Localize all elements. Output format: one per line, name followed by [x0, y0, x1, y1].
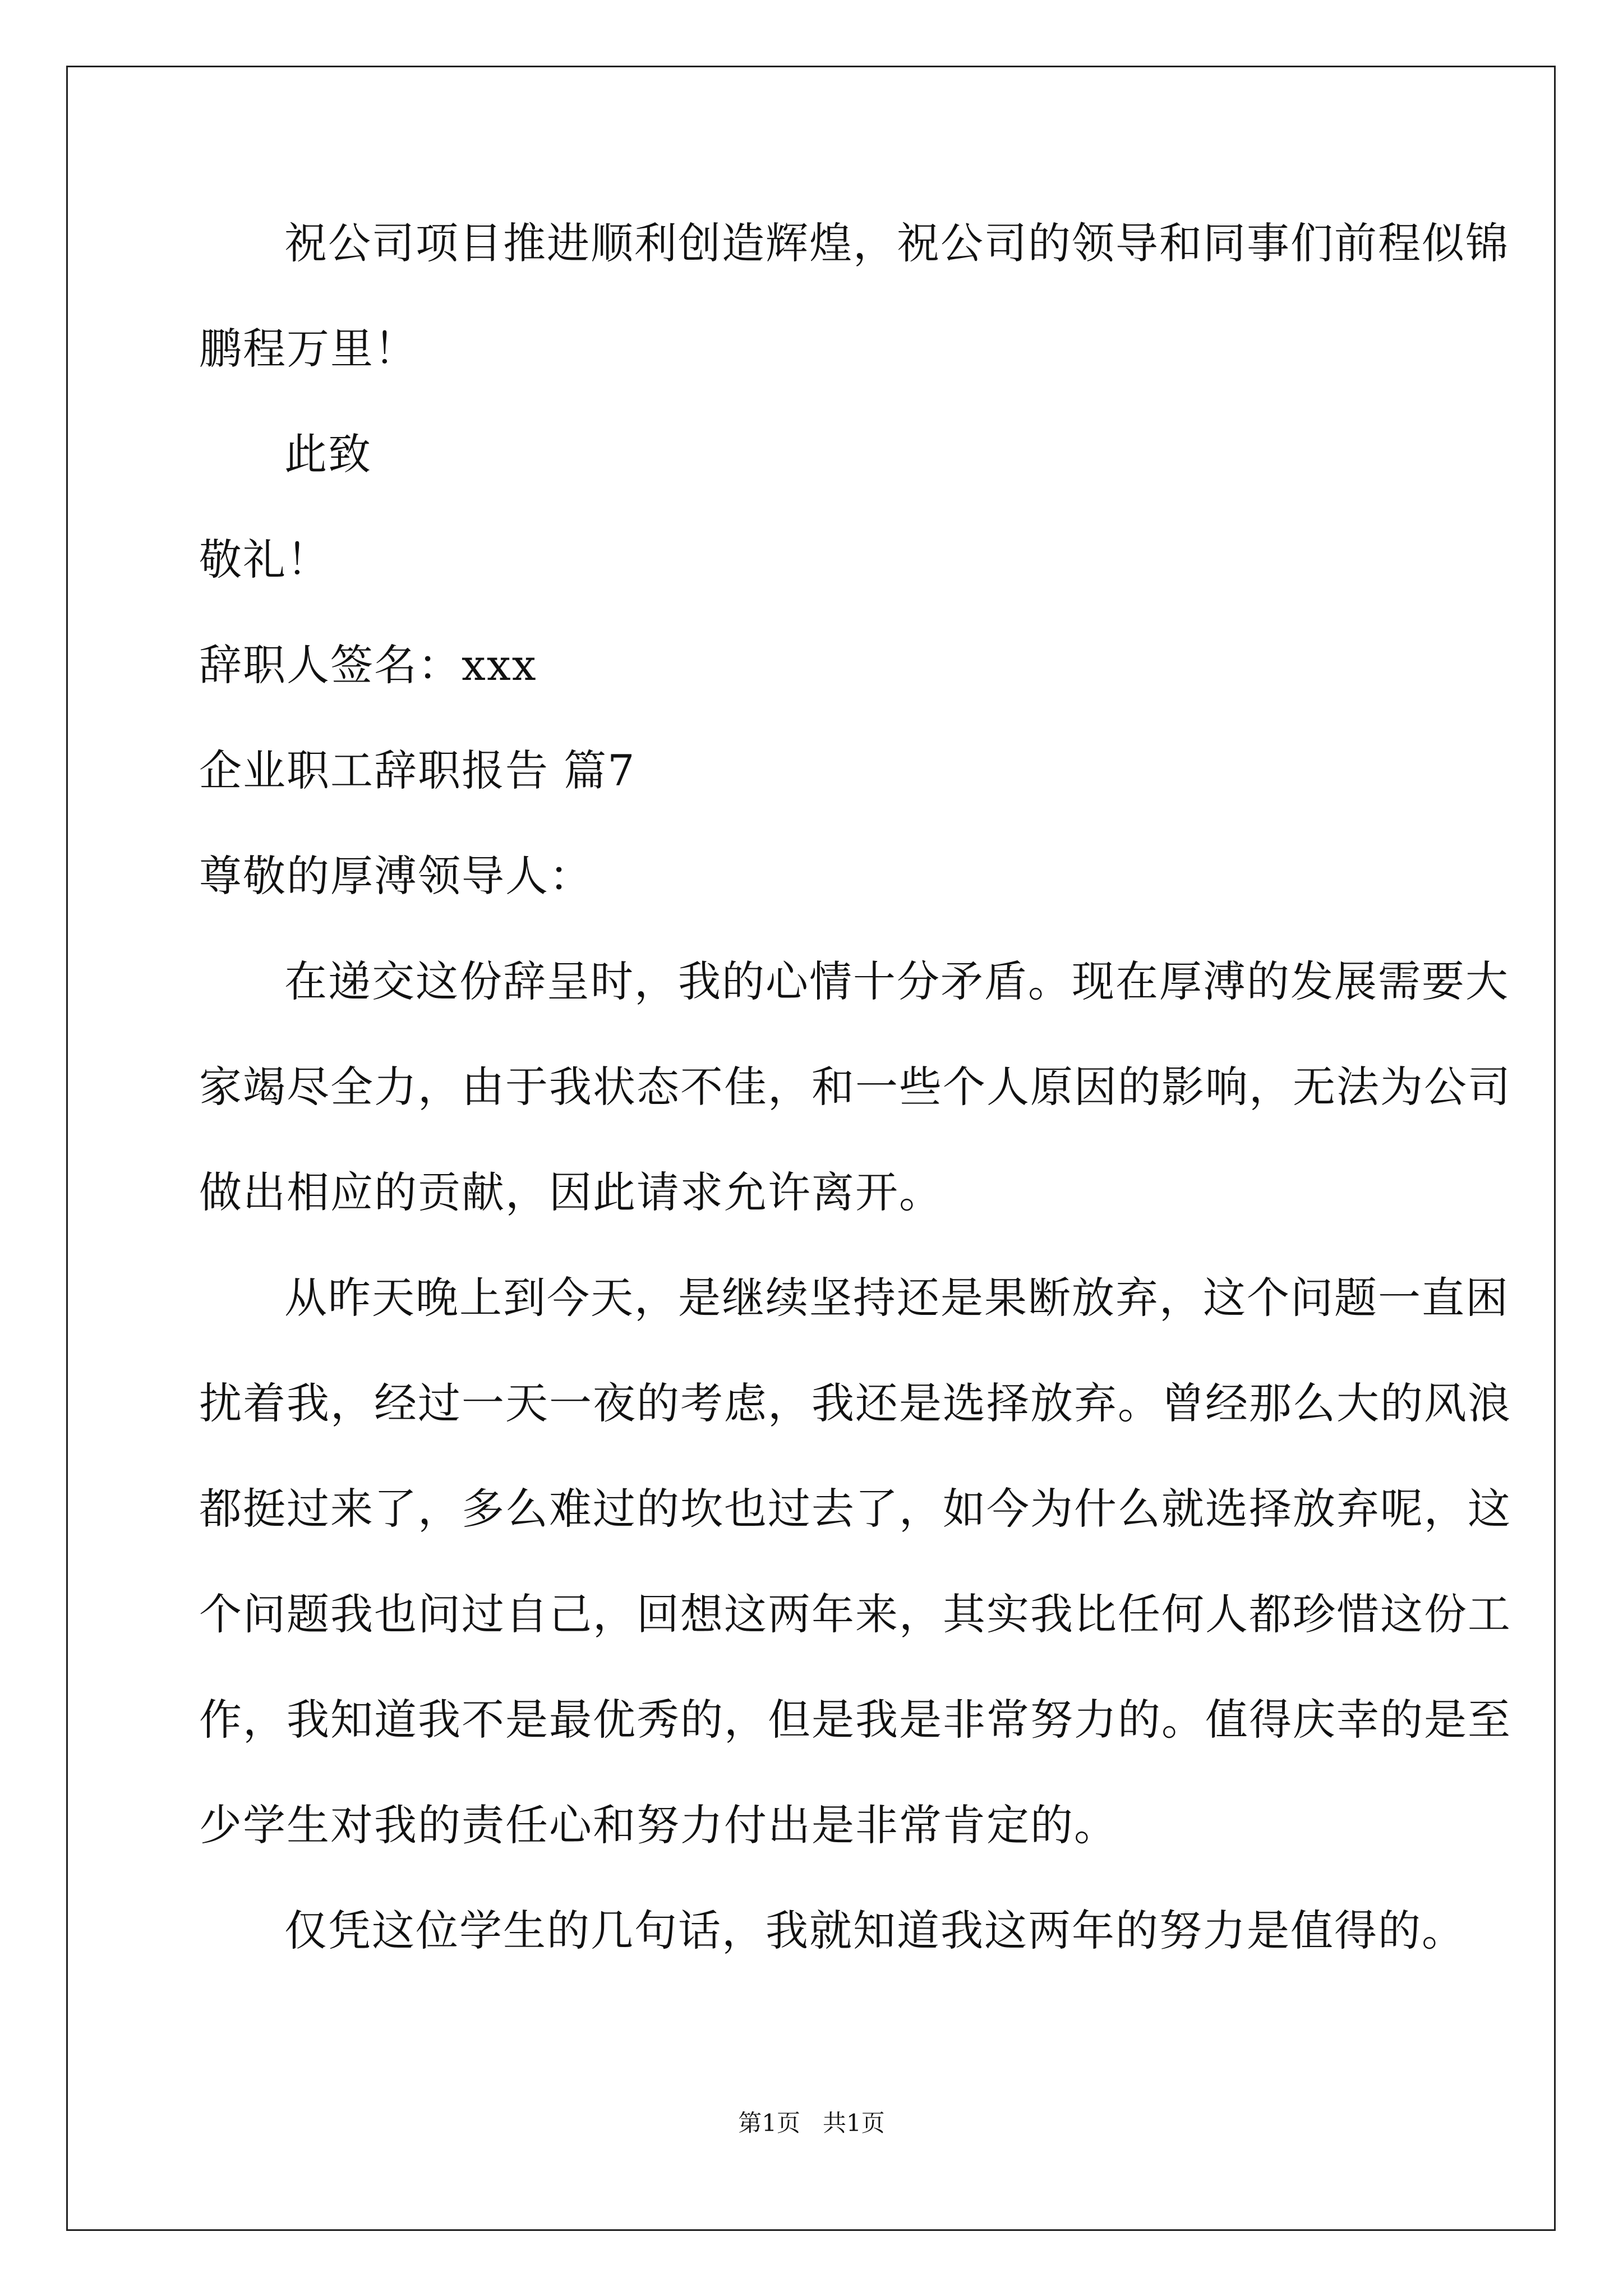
section-heading: 企业职工辞职报告 篇7 [199, 746, 636, 795]
greeting-line: 尊敬的厚溥领导人： [199, 851, 593, 901]
closing-salutation: 此致 [284, 429, 372, 479]
paragraph-line: 扰着我，经过一天一夜的考虑，我还是选择放弃。曾经那么大的风浪 [199, 1378, 1511, 1428]
paragraph-line: 祝公司项目推进顺利创造辉煌，祝公司的领导和同事们前程似锦 [284, 218, 1509, 268]
document-body [199, 191, 1511, 1984]
paragraph-line: 鹏程万里！ [199, 324, 418, 374]
page-number-footer: 第1页 共1页 [738, 2109, 885, 2137]
paragraph-line: 都挺过来了，多么难过的坎也过去了，如今为什么就选择放弃呢，这 [199, 1484, 1511, 1534]
paragraph-line: 在递交这份辞呈时，我的心情十分矛盾。现在厚溥的发展需要大 [284, 956, 1509, 1006]
closing-regards: 敬礼！ [199, 535, 330, 585]
paragraph-line: 作，我知道我不是最优秀的，但是我是非常努力的。值得庆幸的是至 [199, 1695, 1511, 1745]
paragraph-line: 做出相应的贡献，因此请求允许离开。 [199, 1167, 943, 1217]
paragraph-line: 家竭尽全力，由于我状态不佳，和一些个人原因的影响，无法为公司 [199, 1062, 1511, 1112]
signature-line: 辞职人签名：xxx [199, 640, 537, 690]
paragraph-line: 仅凭这位学生的几句话，我就知道我这两年的努力是值得的。 [284, 1906, 1465, 1955]
paragraph-line: 个问题我也问过自己，回想这两年来，其实我比任何人都珍惜这份工 [199, 1589, 1511, 1639]
paragraph-line: 从昨天晚上到今天，是继续坚持还是果断放弃，这个问题一直困 [284, 1273, 1509, 1323]
paragraph-line: 少学生对我的责任心和努力付出是非常肯定的。 [199, 1800, 1118, 1850]
